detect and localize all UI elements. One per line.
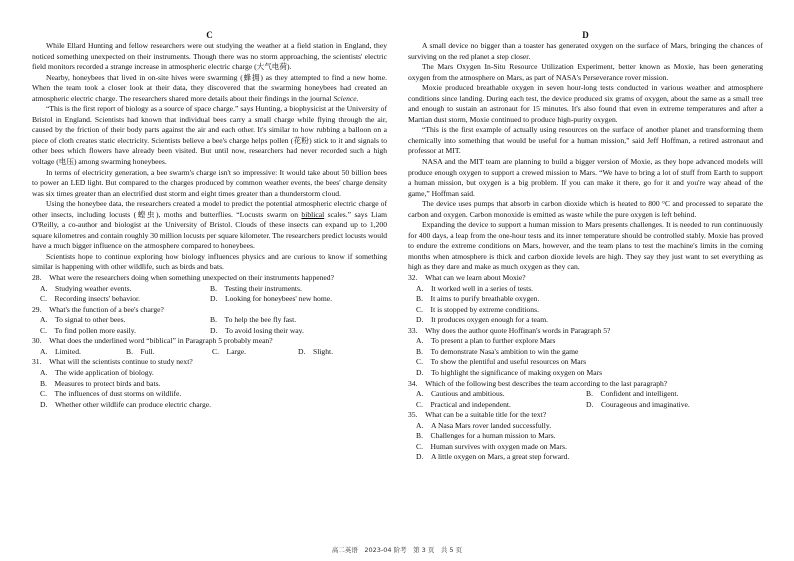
question-options <box>416 336 763 378</box>
question-options <box>40 315 387 336</box>
option: B. Challenges for a human mission to Mars. <box>416 431 556 441</box>
paragraph: The Mars Oxygen In-Situ Resource Utilization Experiment, better known as Moxie, has been generating oxygen from the atmosphere on Mars, as part of NASA's Perseverance rover mission. <box>408 62 763 82</box>
paragraph: Scientists hope to continue exploring how biology influences physics and are curious to know if something similar is happening with other wildlife, such as birds and bats. <box>32 251 387 272</box>
passage-d-title: D <box>582 30 589 40</box>
paragraph: Using the honeybee data, the researchers created a model to predict the potential atmospheric electric charge of other insects, including locusts (蝗虫), moths and butterflies. “Locusts swarm on biblical scales.” says Liam O'Reilly, a co-author and biologist at the University of Bristol. Clouds of these insects can expand up to 1,200 square kilometres and contain roughly 30 million locusts per square kilometer. The researchers predict locusts would have a much bigger influence on the atmosphere compared to honeybees. <box>32 199 387 251</box>
question-stem: 35. What can be a suitable title for the text? <box>408 410 547 420</box>
option: B. To demonstrate Nasa's ambition to win the game <box>416 346 579 356</box>
option: C. It is stopped by extreme conditions. <box>416 304 539 314</box>
option: C. Human survives with oxygen made on Mars. <box>416 441 568 451</box>
option: B. Full. <box>126 346 155 356</box>
question-stem: 34. Which of the following best describes the team according to the last paragraph? <box>408 378 668 388</box>
option: D. Courageous and imaginative. <box>586 399 690 409</box>
option: D. A little oxygen on Mars, a great step forward. <box>416 452 570 462</box>
paragraph: Nearby, honeybees that lived in on-site hives were swarming (蜂拥) as they attempted to find a new home. When the team took a closer look at their data, they discovered that the swarming honeybees had created an atmospheric electric charge. The researchers shared more details about their findings in the journal Science. <box>32 72 387 103</box>
option: D. Looking for honeybees' new home. <box>210 294 332 304</box>
paragraph: While Ellard Hunting and fellow researchers were out studying the weather at a field station in England, they noticed something unexpected on their instruments. Though there was no storm approaching, the scientists' electric field monitors recorded a strange increase in atmospheric electric charge (大气电荷). <box>32 41 387 72</box>
paragraph: In terms of electricity generation, a bee swarm's charge isn't so impressive: It would take about 50 billion bees to power an LED light. But compared to the charges produced by common weather events, the bees' charge density was six times greater than an electrified dust storm and eight times greater than a thunderstorm cloud. <box>32 167 387 198</box>
option: D. Whether other wildlife can produce electric charge. <box>40 399 212 409</box>
paragraph: Expanding the device to support a human mission to Mars presents challenges. It is needed to run continuously for 400 days, a leap from the one-hour tests and its inner temperature should be controlled stably. Moxie has proved to endure the extreme conditions on Mars, however, and the team plans to test the machine's limits in the coming months when atmosphere is thick and carbon dioxide levels are high. They say they just want to set everything as high as they dare and make as much oxygen as they can. <box>408 220 763 272</box>
question-stem: 28. What were the researchers doing when something unexpected on their instruments happened? <box>32 273 334 283</box>
paragraph: “This is the first report of biology as a source of space charge.” says Hunting, a biophysicist at the University of Bristol in England. Scientists had known that individual bees carry a small charge while flying through the air, caused by the friction of their body parts against the air and each other. It's similar to how rubbing a balloon on a piece of cloth creates static electricity. Scientists believe a bee's charge helps pollen (花粉) stick to it and signals to other bees which flowers have already been visited. But until now, researchers had never recorded such a high voltage (电压) among swarming honeybees. <box>32 104 387 167</box>
option: C. Recording insects' behavior. <box>40 294 141 304</box>
option: A. To signal to other bees. <box>40 315 126 325</box>
passage-d-column <box>408 30 763 463</box>
question-options <box>40 284 387 305</box>
option: D. It produces oxygen enough for a team. <box>416 315 549 325</box>
option: D. To highlight the significance of making oxygen on Mars <box>416 367 603 377</box>
option: C. To find pollen more easily. <box>40 325 136 335</box>
question-options <box>40 347 387 358</box>
option: D. To avoid losing their way. <box>210 325 304 335</box>
question-options <box>416 421 763 463</box>
question-stem: 32. What can we learn about Moxie? <box>408 273 526 283</box>
option: A. It worked well in a series of tests. <box>416 283 534 293</box>
paragraph: A small device no bigger than a toaster has generated oxygen on the surface of Mars, bringing the chances of surviving on the red planet a step closer. <box>408 41 763 61</box>
paragraph: NASA and the MIT team are planning to build a bigger version of Moxie, as they hope advanced models will produce enough oxygen to support a crewed mission to Mars. “We have to bring a lot of stuff from Earth to support a human mission, but oxygen is a big problem. If you can make it there, go for it and you're way ahead of the game,” Hoffman said. <box>408 157 763 198</box>
question-stem: 33. Why does the author quote Hoffinan's words in Paragraph 5? <box>408 325 611 335</box>
passage-c-title: C <box>206 30 213 40</box>
option: C. The influences of dust storms on wildlife. <box>40 389 182 399</box>
option: B. Confident and intelligent. <box>586 389 679 399</box>
question-stem: 29. What's the function of a bee's charge? <box>32 304 164 314</box>
option: C. Practical and independent. <box>416 399 511 409</box>
paragraph: Moxie produced breathable oxygen in seven hour-long tests conducted in various weather and atmosphere conditions since landing. During each test, the device produced six grams of oxygen, about the same as a small tree and enough to sustain an astronaut for 15 minutes. It's also found that even in extreme temperatures and after a Martian dust storm, Moxie continued to produce high-purity oxygen. <box>408 83 763 124</box>
question-options <box>40 368 387 410</box>
option: A. The wide application of biology. <box>40 367 154 377</box>
paragraph: “This is the first example of actually using resources on the surface of another planet and transforming them chemically into something that would be useful for a human mission,” said Jeff Hoffman, a retired astronaut and professor at MIT. <box>408 125 763 156</box>
option: B. It aims to purify breathable oxygen. <box>416 294 540 304</box>
question-options <box>416 389 763 410</box>
paragraph: The device uses pumps that absorb in carbon dioxide which is heated to 800 °C and processed to separate the carbon and oxygen. Carbon monoxide is emitted as waste while the pure oxygen is left behind. <box>408 199 763 219</box>
option: A. To present a plan to further explore Mars <box>416 336 556 346</box>
option: D. Slight. <box>298 346 334 356</box>
option: B. To help the bee fly fast. <box>210 315 297 325</box>
option: A. A Nasa Mars rover landed successfully. <box>416 420 552 430</box>
page-footer: 高二英语 2023-04 阶考 第 3 页 共 5 页 <box>331 546 463 554</box>
question-stem: 30. What does the underlined word “biblical” in Paragraph 5 probably mean? <box>32 336 273 346</box>
passage-c-column <box>32 30 387 410</box>
question-stem: 31. What will the scientists continue to study next? <box>32 357 193 367</box>
option: C. To show the plentiful and useful resources on Mars <box>416 357 587 367</box>
option: A. Studying weather events. <box>40 283 132 293</box>
option: A. Limited. <box>40 346 81 356</box>
question-options <box>416 284 763 326</box>
option: B. Measures to protect birds and bats. <box>40 378 161 388</box>
option: B. Testing their instruments. <box>210 283 302 293</box>
option: A. Cautious and ambitious. <box>416 389 505 399</box>
option: C. Large. <box>212 346 247 356</box>
